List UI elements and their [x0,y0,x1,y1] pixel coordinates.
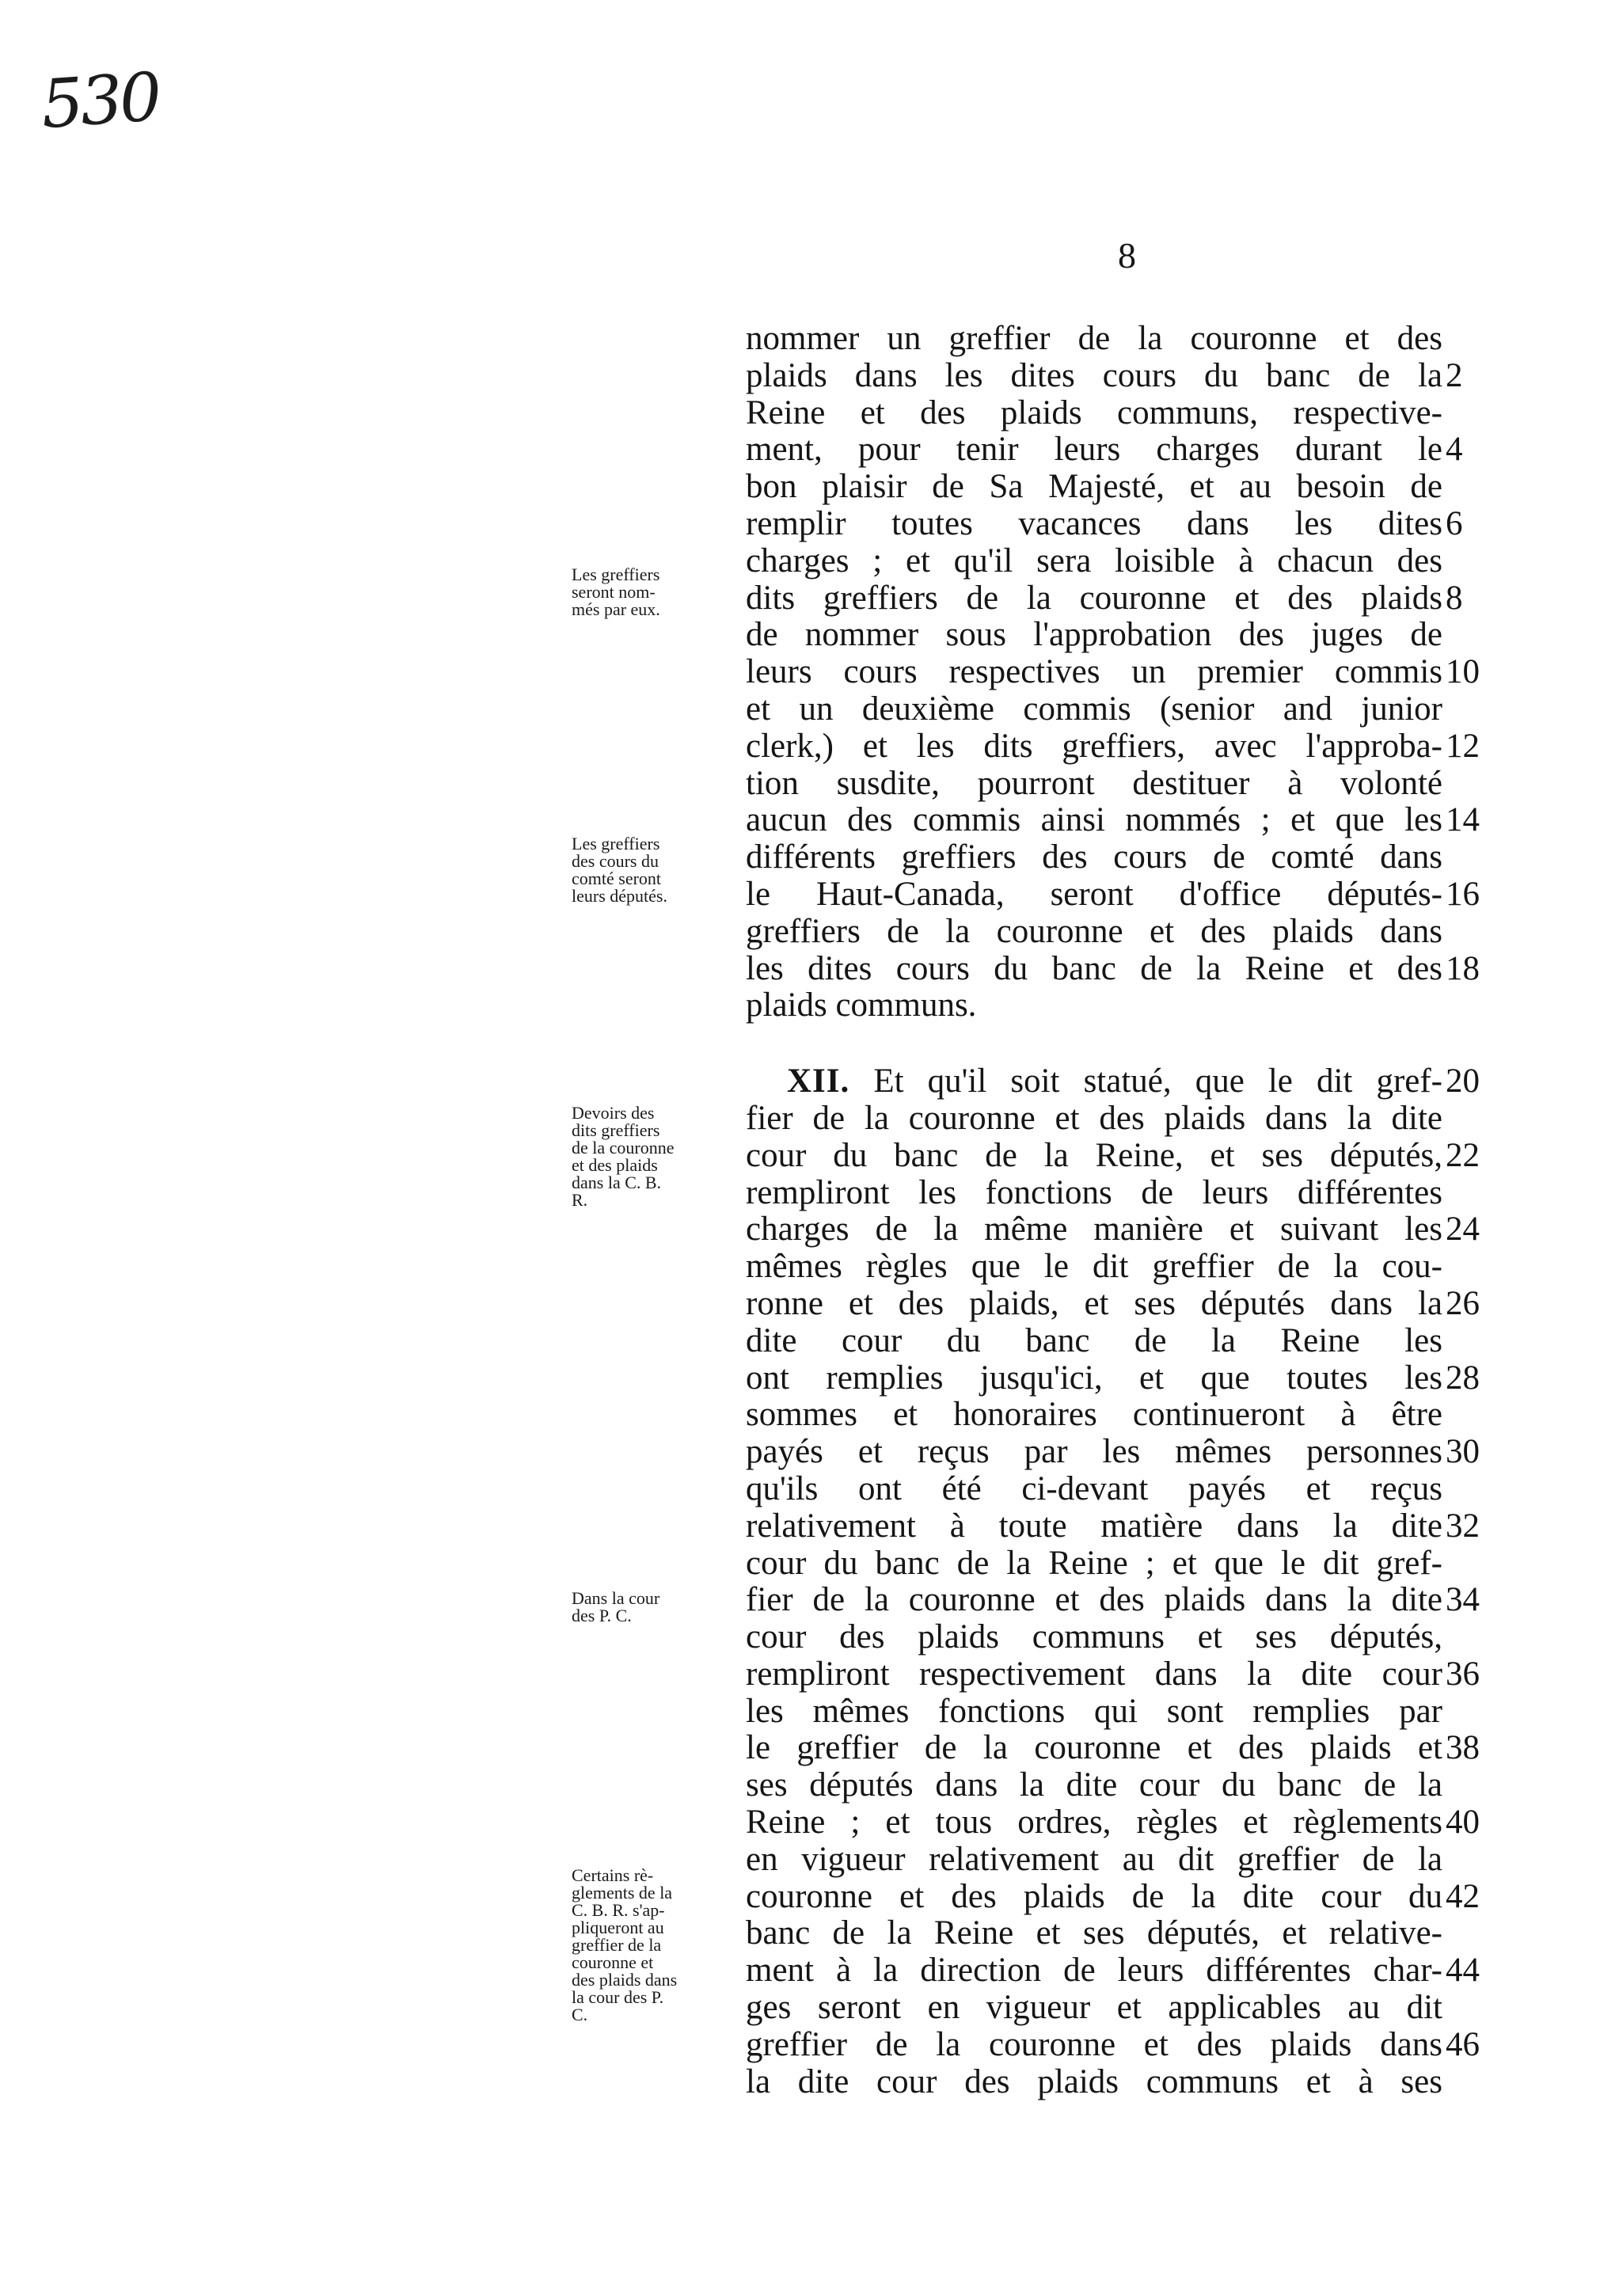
line-number: 24 [1446,1211,1480,1249]
line-number [1446,766,1493,803]
line-number: 42 [1446,1877,1480,1915]
line-number [1446,1842,1493,1879]
text-line: le greffier de la couronne et des plaids et [746,1729,1442,1767]
text-line: bon plaisir de Sa Majesté, et au besoin de [746,468,1442,506]
text-line: nommer un greffier de la couronne et des [746,320,1442,357]
margin-note-certains-reglements [572,1867,730,2024]
line-number [1446,914,1493,951]
text-line: qu'ils ont été ci-devant payés et reçus [746,1469,1442,1507]
margin-note-line: més par eux. [572,599,660,619]
margin-note-line: dans la C. B. [572,1173,662,1192]
text-line: ges seront en vigueur et applicables au dit [746,1989,1442,2027]
text-line: rempliront respectivement dans la dite cour [746,1655,1442,1693]
text-line: Reine et des plaids communs, respective- [746,393,1442,431]
line-number [1446,617,1493,654]
margin-note-line: greffier de la [572,1935,662,1955]
line-number [1446,1100,1493,1138]
text-line: relativement à toute matière dans la dite [746,1507,1442,1545]
text-line: ment à la direction de leurs différentes char- [746,1952,1442,1990]
line-number [1446,691,1493,728]
line-number [1446,1175,1493,1212]
line-number: 38 [1446,1729,1480,1767]
section-opening-text: Et qu'il soit statué, que le dit gref- [873,1062,1442,1100]
line-number [1446,1397,1493,1434]
line-number [1446,1990,1493,2027]
margin-note-line: des P. C. [572,1606,632,1625]
text-line: payés et reçus par les mêmes personnes [746,1433,1442,1471]
text-line: mêmes règles que le dit greffier de la cou- [746,1248,1442,1286]
margin-note-line: C. B. R. s'ap- [572,1900,665,1920]
text-line: Reine ; et tous ordres, règles et règlements [746,1804,1442,1842]
margin-note-line: des plaids dans [572,1970,678,1990]
line-number [1446,395,1493,432]
margin-note-line: comté seront [572,869,662,888]
margin-note-devoirs [572,1104,730,1209]
main-text [746,321,1442,2100]
paragraph-1 [746,321,1442,1024]
margin-note-line: Dans la cour [572,1588,660,1608]
margin-note-greffiers-nommes [572,566,730,618]
text-line: cour du banc de la Reine, et ses députés, [746,1136,1442,1174]
margin-note-line: couronne et [572,1952,654,1972]
line-number [1446,543,1493,580]
line-number: 8 [1446,579,1463,617]
line-number [1446,1471,1493,1508]
line-number: 20 [1446,1062,1480,1100]
text-line: plaids communs. [746,986,977,1024]
line-number [1446,1619,1493,1656]
line-number: 46 [1446,2025,1480,2063]
text-line: plaids dans les dites cours du banc de la [746,356,1442,394]
line-number: 22 [1446,1136,1480,1174]
line-number: 44 [1446,1952,1480,1990]
text-line: aucun des commis ainsi nommés ; et que les [746,801,1442,839]
text-line: ses députés dans la dite cour du banc de la [746,1766,1442,1804]
line-number [1446,1767,1493,1804]
margin-note-line: des cours du [572,851,659,871]
line-number [1446,1323,1493,1360]
text-line: charges de la même manière et suivant les [746,1211,1442,1249]
text-line: les dites cours du banc de la Reine et des [746,949,1442,987]
text-line: fier de la couronne et des plaids dans la dite [746,1581,1442,1619]
line-number: 40 [1446,1804,1480,1842]
text-line: remplir toutes vacances dans les dites [746,504,1442,542]
margin-note-cour-pc [572,1590,730,1625]
page-number: 8 [1118,235,1136,276]
margin-note-line: Certains rè- [572,1865,654,1885]
line-number: 28 [1446,1359,1480,1397]
text-line: leurs cours respectives un premier commis [746,653,1442,691]
line-number: 2 [1446,356,1463,394]
text-line: cour du banc de la Reine ; et que le dit gref- [746,1544,1442,1582]
text-line: charges ; et qu'il sera loisible à chacun des [746,542,1442,580]
text-line: ronne et des plaids, et ses députés dans la [746,1284,1442,1322]
text-line: les mêmes fonctions qui sont remplies par [746,1692,1442,1730]
margin-note-line: la cour des P. [572,1987,664,2007]
line-number: 34 [1446,1581,1480,1619]
margin-note-line: Les greffiers [572,564,660,584]
line-number [1446,839,1493,876]
margin-note-line: de la couronne [572,1138,675,1158]
handwritten-page-number: 530 [38,57,162,144]
line-number [1446,987,1493,1024]
text-line: et un deuxième commis (senior and junior [746,690,1442,728]
line-number: 4 [1446,431,1463,469]
line-number [1446,1545,1493,1583]
line-number: 18 [1446,949,1480,987]
line-numbers [1446,321,1493,2100]
line-number: 16 [1446,875,1480,913]
line-number: 26 [1446,1284,1480,1322]
margin-note-line: glements de la [572,1883,673,1903]
margin-note-line: Les greffiers [572,834,660,853]
line-number [1446,2064,1493,2101]
margin-note-line: pliqueront au [572,1918,664,1937]
text-line [746,1063,1442,1100]
line-number: 10 [1446,653,1480,691]
text-line: couronne et des plaids de la dite cour du [746,1877,1442,1915]
text-line: dits greffiers de la couronne et des plaids [746,579,1442,617]
margin-note-greffiers-comte [572,835,730,905]
line-number [1446,321,1493,358]
line-number [1446,1249,1493,1286]
line-number: 30 [1446,1433,1480,1471]
text-line: fier de la couronne et des plaids dans la dite [746,1099,1442,1137]
text-line: en vigueur relativement au dit greffier de la [746,1840,1442,1878]
line-number: 36 [1446,1655,1480,1693]
text-line: banc de la Reine et ses députés, et relative- [746,1914,1442,1952]
text-line: ont remplies jusqu'ici, et que toutes les [746,1359,1442,1397]
line-number [1446,1693,1493,1731]
section-numeral: XII. [787,1062,850,1100]
text-line: la dite cour des plaids communs et à ses [746,2062,1442,2100]
margin-note-line: C. [572,2005,588,2024]
line-number: 12 [1446,727,1480,765]
line-number [1446,1915,1493,1952]
text-line: de nommer sous l'approbation des juges de [746,616,1442,654]
text-line: tion susdite, pourront destituer à volonté [746,764,1442,802]
margin-note-line: Devoirs des [572,1103,655,1123]
text-line: le Haut-Canada, seront d'office députés- [746,875,1442,913]
line-number [1446,469,1493,506]
text-line: greffier de la couronne et des plaids dans [746,2025,1442,2063]
paragraph-2 [746,1063,1442,2100]
text-line: dite cour du banc de la Reine les [746,1321,1442,1359]
margin-note-line: dits greffiers [572,1120,660,1140]
text-line: rempliront les fonctions de leurs différentes [746,1173,1442,1211]
margin-note-line: et des plaids [572,1155,658,1175]
line-number: 14 [1446,801,1480,839]
margin-note-line: leurs députés. [572,886,667,906]
text-line: cour des plaids communs et ses députés, [746,1618,1442,1656]
line-number: 6 [1446,504,1463,542]
margin-note-line: seront nom- [572,582,656,602]
line-number: 32 [1446,1507,1480,1545]
text-line: greffiers de la couronne et des plaids dans [746,912,1442,950]
margin-note-line: R. [572,1190,588,1210]
text-line: sommes et honoraires continueront à être [746,1396,1442,1434]
text-line: clerk,) et les dits greffiers, avec l'approba- [746,727,1442,765]
text-line: ment, pour tenir leurs charges durant le [746,431,1442,469]
text-line: différents greffiers des cours de comté dans [746,838,1442,876]
